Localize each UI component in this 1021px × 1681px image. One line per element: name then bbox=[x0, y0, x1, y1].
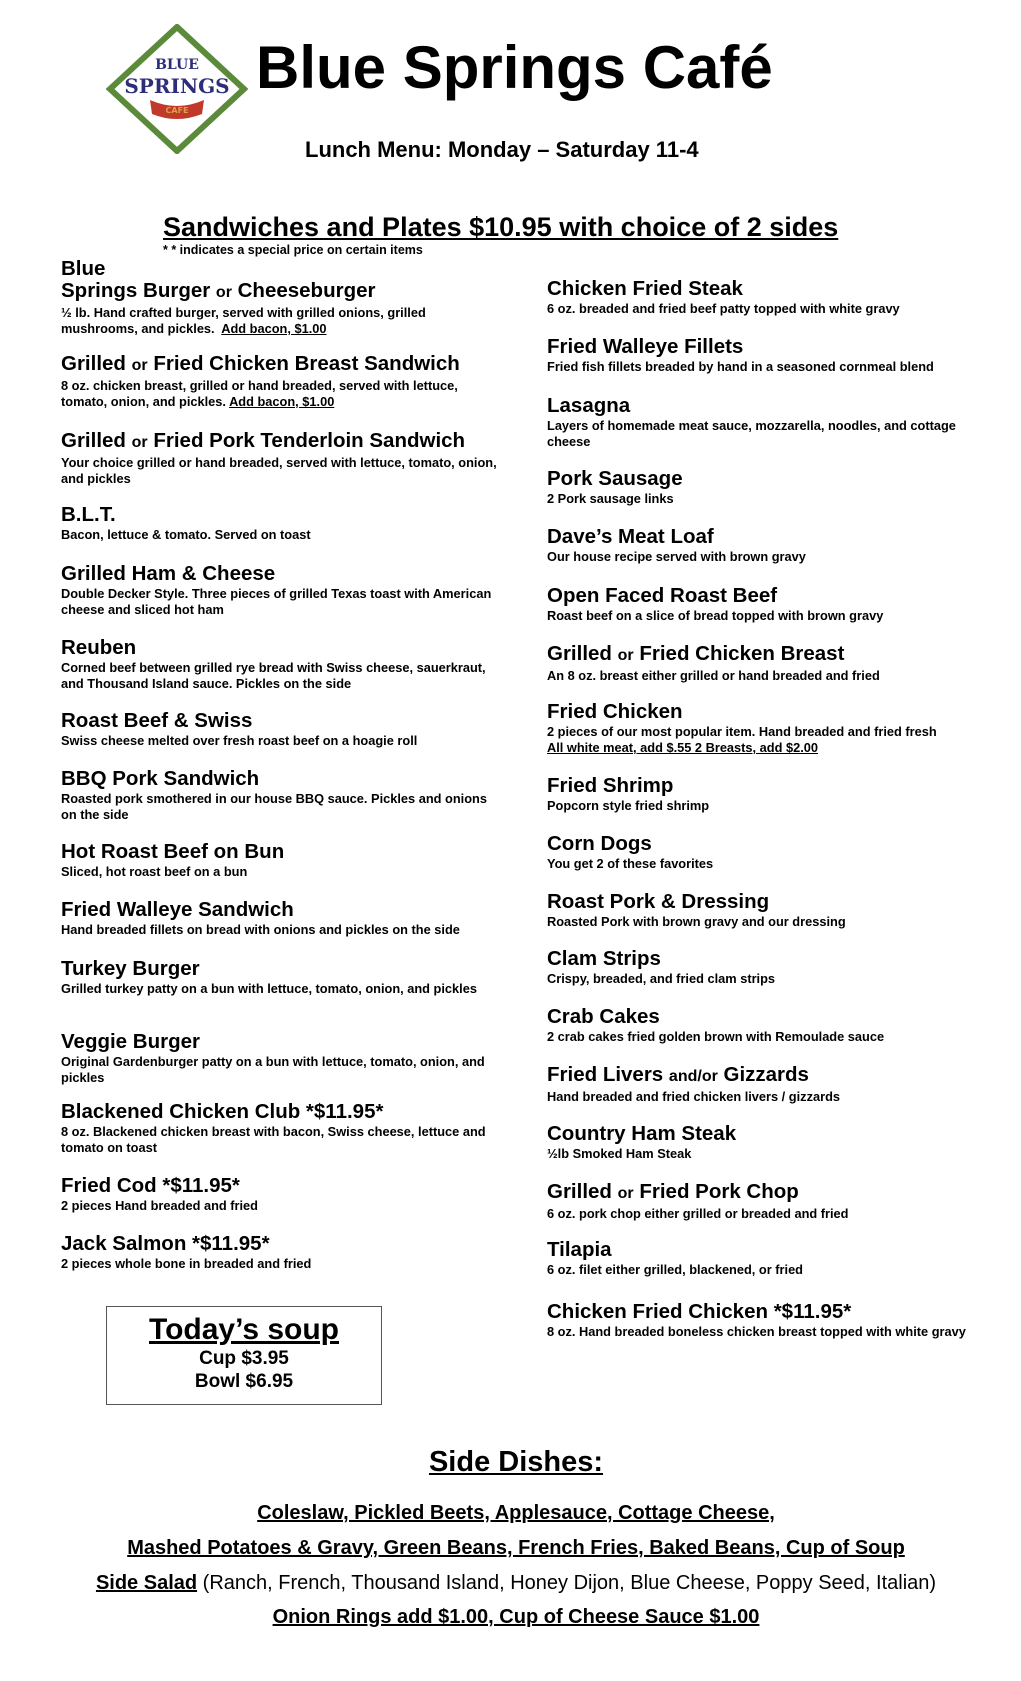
side-dishes-line: Coleslaw, Pickled Beets, Applesauce, Cottage Cheese, bbox=[257, 1502, 775, 1524]
side-dishes-heading: Side Dishes: bbox=[428, 1446, 604, 1478]
section-note: * * indicates a special price on certain items bbox=[163, 243, 423, 257]
item-description: 2 crab cakes fried golden brown with Remoulade sauce bbox=[547, 1029, 885, 1044]
item-description: 8 oz. chicken breast, grilled or hand breaded, served with lettuce, tomato, onion, and pickles. Add bacon, $1.00 bbox=[61, 378, 458, 409]
item-name: Hot Roast Beef on Bun bbox=[61, 840, 285, 863]
item-name: Crab Cakes bbox=[547, 1005, 660, 1028]
item-name: Turkey Burger bbox=[61, 957, 200, 980]
item-name: Grilled or Fried Pork Chop bbox=[547, 1180, 799, 1203]
item-name: Lasagna bbox=[547, 394, 631, 417]
menu-item bbox=[547, 1006, 1002, 1045]
side-salad-line bbox=[0, 1572, 1021, 1595]
page-title: Blue Springs Café bbox=[256, 34, 773, 101]
item-name: BBQ Pork Sandwich bbox=[61, 767, 260, 790]
menu-item bbox=[61, 768, 501, 823]
item-name: Fried Chicken bbox=[547, 700, 683, 723]
menu-item bbox=[547, 1301, 1002, 1340]
logo-text-cafe: CAFE bbox=[165, 106, 189, 115]
item-name: Grilled Ham & Cheese bbox=[61, 562, 276, 585]
menu-hours: Lunch Menu: Monday – Saturday 11-4 bbox=[305, 137, 699, 162]
menu-item bbox=[61, 1031, 501, 1086]
item-name: Fried Walleye Sandwich bbox=[61, 898, 294, 921]
item-description: 6 oz. filet either grilled, blackened, or fried bbox=[547, 1262, 804, 1277]
item-name: Fried Walleye Fillets bbox=[547, 335, 744, 358]
menu-item bbox=[547, 1181, 1002, 1222]
menu-item bbox=[547, 833, 1002, 872]
item-name: Fried Livers and/or Gizzards bbox=[547, 1063, 809, 1086]
menu-item bbox=[61, 899, 501, 938]
menu-item bbox=[547, 1123, 1002, 1162]
menu-item bbox=[61, 1175, 501, 1214]
item-description: Roasted pork smothered in our house BBQ sauce. Pickles and onions on the side bbox=[61, 791, 487, 822]
item-description: Hand breaded fillets on bread with onions and pickles on the side bbox=[61, 922, 460, 937]
item-name: Chicken Fried Chicken *$11.95* bbox=[547, 1300, 852, 1323]
item-description: Hand breaded and fried chicken livers / gizzards bbox=[547, 1089, 840, 1104]
menu-item bbox=[547, 336, 1002, 375]
item-name: Pork Sausage bbox=[547, 467, 683, 490]
item-description: Layers of homemade meat sauce, mozzarella, noodles, and cottage cheese bbox=[547, 418, 956, 449]
item-name: Tilapia bbox=[547, 1238, 612, 1261]
menu-item bbox=[547, 891, 1002, 930]
item-description: You get 2 of these favorites bbox=[547, 856, 714, 871]
item-name: Grilled or Fried Chicken Breast Sandwich bbox=[61, 352, 460, 375]
item-description: Sliced, hot roast beef on a bun bbox=[61, 864, 248, 879]
menu-item bbox=[547, 1064, 1002, 1105]
item-name: Grilled or Fried Chicken Breast bbox=[547, 642, 845, 665]
cafe-logo bbox=[106, 24, 248, 154]
menu-item bbox=[61, 563, 501, 618]
item-name: Blue bbox=[61, 257, 106, 280]
item-addon: All white meat, add $.55 2 Breasts, add $2.00 bbox=[547, 740, 818, 755]
item-description: ½ lb. Hand crafted burger, served with grilled onions, grilled mushrooms, and pickles. Add bacon, $1.00 bbox=[61, 305, 426, 336]
item-description: Roast beef on a slice of bread topped with brown gravy bbox=[547, 608, 884, 623]
menu-item bbox=[547, 585, 1002, 624]
item-name: Jack Salmon *$11.95* bbox=[61, 1232, 270, 1255]
side-salad-label: Side Salad bbox=[95, 1572, 198, 1594]
item-description: Double Decker Style. Three pieces of grilled Texas toast with American cheese and sliced hot ham bbox=[61, 586, 492, 617]
item-addon: Add bacon, $1.00 bbox=[221, 321, 327, 336]
item-name: Veggie Burger bbox=[61, 1030, 200, 1053]
item-name: Chicken Fried Steak bbox=[547, 277, 743, 300]
item-description: Original Gardenburger patty on a bun with lettuce, tomato, onion, and pickles bbox=[61, 1054, 485, 1085]
menu-item bbox=[61, 637, 501, 692]
item-name: Fried Cod *$11.95* bbox=[61, 1174, 240, 1197]
item-description: Bacon, lettuce & tomato. Served on toast bbox=[61, 527, 311, 542]
item-name: Fried Shrimp bbox=[547, 774, 674, 797]
item-name: Roast Pork & Dressing bbox=[547, 890, 770, 913]
menu-item bbox=[547, 948, 1002, 987]
side-extras-line: Onion Rings add $1.00, Cup of Cheese Sauce $1.00 bbox=[272, 1606, 760, 1628]
item-description: Grilled turkey patty on a bun with lettuce, tomato, onion, and pickles bbox=[61, 981, 477, 996]
item-description: Popcorn style fried shrimp bbox=[547, 798, 710, 813]
menu-item bbox=[547, 775, 1002, 814]
menu-item bbox=[61, 841, 501, 880]
item-description: Corned beef between grilled rye bread with Swiss cheese, sauerkraut, and Thousand Island sauce. Pickles on the side bbox=[61, 660, 486, 691]
item-name: Blackened Chicken Club *$11.95* bbox=[61, 1100, 384, 1123]
item-name: Reuben bbox=[61, 636, 137, 659]
item-name: Country Ham Steak bbox=[547, 1122, 737, 1145]
item-name: Grilled or Fried Pork Tenderloin Sandwich bbox=[61, 429, 466, 452]
item-description: 2 pieces of our most popular item. Hand breaded and fried fresh bbox=[547, 724, 937, 739]
menu-item bbox=[547, 395, 1002, 450]
item-name: Clam Strips bbox=[547, 947, 661, 970]
menu-item bbox=[61, 958, 501, 997]
soup-title: Today’s soup bbox=[148, 1313, 340, 1346]
soup-bowl-price: Bowl $6.95 bbox=[194, 1371, 294, 1392]
item-description: 2 pieces whole bone in breaded and fried bbox=[61, 1256, 312, 1271]
item-description: Your choice grilled or hand breaded, served with lettuce, tomato, onion, and pickles bbox=[61, 455, 497, 486]
item-description: 8 oz. Blackened chicken breast with bacon, Swiss cheese, lettuce and tomato on toast bbox=[61, 1124, 486, 1155]
menu-item bbox=[547, 526, 1002, 565]
soup-box bbox=[106, 1306, 382, 1405]
item-description: 2 pieces Hand breaded and fried bbox=[61, 1198, 258, 1213]
item-name: Corn Dogs bbox=[547, 832, 652, 855]
item-description: An 8 oz. breast either grilled or hand breaded and fried bbox=[547, 668, 880, 683]
item-description: 8 oz. Hand breaded boneless chicken breast topped with white gravy bbox=[547, 1324, 966, 1339]
item-description: 6 oz. breaded and fried beef patty topped with white gravy bbox=[547, 301, 900, 316]
item-name: Springs Burger or Cheeseburger bbox=[61, 279, 376, 302]
logo-text-springs: SPRINGS bbox=[124, 74, 230, 98]
item-description: Roasted Pork with brown gravy and our dressing bbox=[547, 914, 846, 929]
item-name: B.L.T. bbox=[61, 503, 116, 526]
item-name: Dave’s Meat Loaf bbox=[547, 525, 714, 548]
menu-item bbox=[61, 504, 501, 543]
menu-item bbox=[61, 430, 501, 487]
item-description: 2 Pork sausage links bbox=[547, 491, 674, 506]
menu-item bbox=[61, 258, 501, 337]
item-description: 6 oz. pork chop either grilled or breaded and fried bbox=[547, 1206, 849, 1221]
logo-text-blue: BLUE bbox=[155, 57, 199, 73]
menu-item bbox=[547, 1239, 1002, 1278]
item-description: ½lb Smoked Ham Steak bbox=[547, 1146, 692, 1161]
section-heading: Sandwiches and Plates $10.95 with choice of 2 sides bbox=[163, 212, 839, 242]
item-description: Our house recipe served with brown gravy bbox=[547, 549, 806, 564]
item-name: Open Faced Roast Beef bbox=[547, 584, 778, 607]
item-description: Swiss cheese melted over fresh roast beef on a hoagie roll bbox=[61, 733, 418, 748]
side-dishes-line: Mashed Potatoes & Gravy, Green Beans, French Fries, Baked Beans, Cup of Soup bbox=[127, 1537, 905, 1559]
item-description: Crispy, breaded, and fried clam strips bbox=[547, 971, 776, 986]
menu-item bbox=[61, 1233, 501, 1272]
menu-item bbox=[547, 278, 1002, 317]
menu-item bbox=[547, 468, 1002, 507]
menu-item bbox=[61, 353, 501, 410]
menu-item bbox=[547, 643, 1002, 684]
menu-item bbox=[61, 1101, 501, 1156]
soup-cup-price: Cup $3.95 bbox=[199, 1348, 289, 1369]
dressing-options: (Ranch, French, Thousand Island, Honey Dijon, Blue Cheese, Poppy Seed, Italian) bbox=[202, 1572, 937, 1594]
menu-item bbox=[547, 701, 1002, 756]
menu-item bbox=[61, 710, 501, 749]
item-description: Fried fish fillets breaded by hand in a seasoned cornmeal blend bbox=[547, 359, 934, 374]
item-addon: Add bacon, $1.00 bbox=[229, 394, 335, 409]
item-name: Roast Beef & Swiss bbox=[61, 709, 253, 732]
